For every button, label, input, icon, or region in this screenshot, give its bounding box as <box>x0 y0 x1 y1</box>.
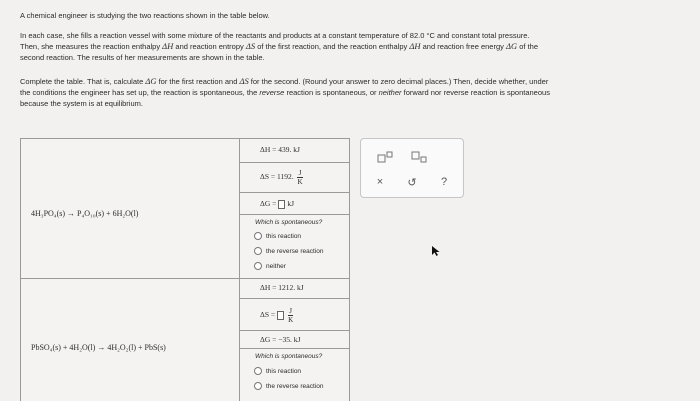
reaction-2-dh-value: ΔH = 1212. kJ <box>260 283 304 292</box>
description-line-2 <box>20 41 690 52</box>
reaction-2-equation-cell <box>21 279 240 401</box>
option-label: this reaction <box>266 367 302 375</box>
reaction-2-spontaneity-cell <box>240 349 349 401</box>
radio-button[interactable] <box>254 247 262 255</box>
undo-icon[interactable]: ↺ <box>407 176 417 189</box>
desc-text: of the first reaction, and the reaction enthalpy <box>255 42 410 51</box>
dg-unit: kJ <box>287 199 295 208</box>
ds-label: ΔS = 1192. <box>260 172 294 182</box>
mouse-cursor-icon <box>432 246 440 258</box>
reaction-2-ds-cell <box>240 299 349 331</box>
delta-g-symbol: ΔG <box>145 76 157 86</box>
instr-text: for the first reaction and <box>156 77 240 86</box>
reaction-1-dg-cell <box>240 193 349 215</box>
option-label: this reaction <box>266 232 302 240</box>
spontaneity-question: Which is spontaneous? <box>255 219 323 226</box>
delta-h-symbol: ΔH <box>409 41 421 51</box>
radio-button[interactable] <box>254 382 262 390</box>
reaction-1-dg-value <box>260 199 294 209</box>
option-this-reaction[interactable] <box>254 367 301 375</box>
ds-answer-input[interactable] <box>277 311 284 320</box>
desc-text: Then, she measures the reaction enthalpy <box>20 42 163 51</box>
subscript-tool-icon[interactable] <box>411 151 427 163</box>
instr-text: Complete the table. That is, calculate <box>20 77 146 86</box>
option-label: the reverse reaction <box>266 382 324 390</box>
unit-numerator: J <box>289 307 292 315</box>
reaction-1-spontaneity-cell <box>240 215 349 279</box>
clear-icon[interactable]: × <box>376 176 384 188</box>
instr-emphasis: neither <box>378 88 402 97</box>
instr-emphasis: reverse <box>259 88 285 97</box>
ds-label: ΔS = <box>260 310 276 320</box>
reaction-2-ds-value <box>260 307 293 324</box>
instr-text: reaction is spontaneous, or <box>284 88 379 97</box>
answer-toolbox <box>360 138 464 198</box>
dg-answer-input[interactable] <box>278 200 285 209</box>
delta-s-symbol: ΔS <box>239 76 249 86</box>
instructions-line-1 <box>20 76 690 87</box>
option-neither[interactable] <box>254 262 286 270</box>
reaction-1-ds-value <box>260 169 303 186</box>
problem-description <box>20 30 690 63</box>
delta-h-symbol: ΔH <box>162 41 174 51</box>
description-line-3: second reaction. The results of her measurements are shown in the table. <box>20 53 265 62</box>
reaction-2-dg-value: ΔG = −35. kJ <box>260 335 301 344</box>
reaction-table <box>20 138 350 401</box>
radio-button[interactable] <box>254 367 262 375</box>
instructions-line-3: because the system is at equilibrium. <box>20 99 143 108</box>
unit-numerator: J <box>298 169 302 177</box>
delta-g-symbol: ΔG <box>506 41 518 51</box>
radio-button[interactable] <box>254 232 262 240</box>
unit-denominator: K <box>288 316 294 324</box>
reaction-1-dh-cell <box>240 139 349 163</box>
option-label: neither <box>266 262 286 270</box>
reaction-2-equation: PbSO₄(s) + 4H₂O(l) → 4H₂O₂(l) + PbS(s) <box>31 343 166 352</box>
instr-text: the conditions the engineer has set up, the reaction is spontaneous, the <box>20 88 260 97</box>
unit-denominator: K <box>297 178 303 186</box>
spontaneity-question: Which is spontaneous? <box>255 353 323 360</box>
dg-label: ΔG = <box>260 199 277 208</box>
reaction-row-2 <box>21 279 349 401</box>
instructions-line-2 <box>20 87 690 98</box>
reaction-1-dh-value: ΔH = 439. kJ <box>260 145 300 154</box>
instr-text: forward nor reverse reaction is spontaneous <box>401 88 550 97</box>
reaction-2-dg-cell <box>240 331 349 349</box>
help-icon[interactable]: ? <box>440 176 448 188</box>
desc-text: of the <box>517 42 538 51</box>
instructions <box>20 76 690 109</box>
option-reverse-reaction[interactable] <box>254 382 323 390</box>
desc-text: and reaction free energy <box>420 42 506 51</box>
option-this-reaction[interactable] <box>254 232 301 240</box>
reaction-1-equation-cell <box>21 139 240 278</box>
option-reverse-reaction[interactable] <box>254 247 323 255</box>
reaction-1-equation: 4H₃PO₄(s) → P₄O₁₀(s) + 6H₂O(l) <box>31 209 139 218</box>
superscript-tool-icon[interactable] <box>377 151 393 163</box>
instr-text: for the second. (Round your answer to zero decimal places.) Then, decide whether, under <box>248 77 549 86</box>
delta-s-symbol: ΔS <box>245 41 256 51</box>
intro-text: A chemical engineer is studying the two reactions shown in the table below. <box>20 11 270 20</box>
reaction-1-ds-cell <box>240 163 349 193</box>
desc-text: and reaction entropy <box>173 42 246 51</box>
option-label: the reverse reaction <box>266 247 324 255</box>
reaction-row-1 <box>21 139 349 279</box>
reaction-2-dh-cell <box>240 279 349 299</box>
radio-button[interactable] <box>254 262 262 270</box>
description-line-1: In each case, she fills a reaction vessel with some mixture of the reactants and products at a constant temperature of 82.0 °C and constant total pressure. <box>20 31 530 40</box>
unit-fraction <box>288 307 293 324</box>
unit-fraction <box>297 169 302 186</box>
